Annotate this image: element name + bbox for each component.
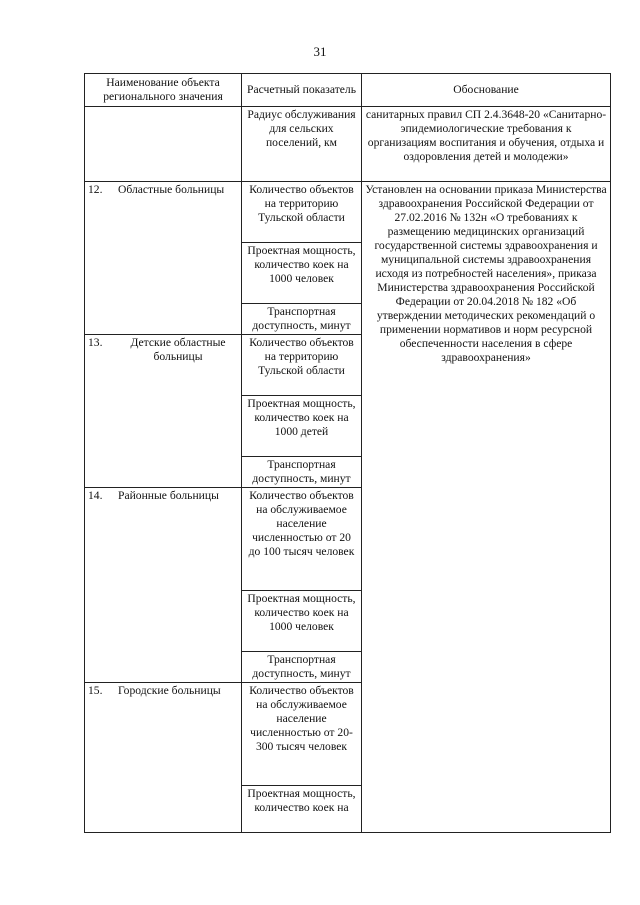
indicator-cell: Количество объектов на обслуживаемое население численностью от 20-300 тысяч человек [242, 683, 362, 786]
row-number: 15. [88, 684, 103, 697]
page-number: 31 [313, 44, 327, 59]
indicator-cell: Количество объектов на территорию Тульской области [242, 182, 362, 243]
indicator-cell: Транспортная доступность, минут [242, 304, 362, 335]
object-name-cell [85, 182, 242, 335]
indicator-cell: Количество объектов на обслуживаемое население численностью от 20 до 100 тысяч человек [242, 488, 362, 591]
empty-cell [85, 107, 242, 182]
table-row [85, 182, 611, 243]
object-name: Районные больницы [118, 489, 219, 502]
header-name: Наименование объекта регионального значения [85, 74, 242, 107]
object-name: Городские больницы [118, 684, 221, 697]
indicator-cell: Проектная мощность, количество коек на 1000 человек [242, 243, 362, 304]
indicator-cell: Проектная мощность, количество коек на 1000 детей [242, 396, 362, 457]
object-name-cell [85, 335, 242, 488]
indicator-cell: Проектная мощность, количество коек на [242, 786, 362, 833]
object-name: Областные больницы [118, 183, 225, 196]
row-number: 14. [88, 489, 103, 502]
indicator-cell: Радиус обслуживания для сельских поселений, км [242, 107, 362, 182]
indicator-cell: Проектная мощность, количество коек на 1000 человек [242, 591, 362, 652]
indicator-cell: Транспортная доступность, минут [242, 652, 362, 683]
table-header-row [85, 74, 611, 107]
object-name: Детские областные больницы [130, 336, 226, 363]
header-basis: Обоснование [362, 74, 611, 107]
indicator-cell: Транспортная доступность, минут [242, 457, 362, 488]
object-name-cell [85, 683, 242, 833]
objects-table [84, 73, 611, 833]
basis-continuation: санитарных правил СП 2.4.3648-20 «Санитарно-эпидемиологические требования к организациям воспитания и обучения, отдыха и оздоровления детей и молодежи» [362, 107, 611, 182]
object-name-cell [85, 488, 242, 683]
header-indicator: Расчетный показатель [242, 74, 362, 107]
table-row [85, 107, 611, 182]
indicator-cell: Количество объектов на территорию Тульской области [242, 335, 362, 396]
row-number: 13. [88, 336, 103, 349]
row-number: 12. [88, 183, 103, 196]
basis-cell: Установлен на основании приказа Министерства здравоохранения Российской Федерации от 27.02.2016 № 132н «О требованиях к размещению медицинских организаций государственной системы здравоохранения и муниципальной системы здравоохранения исходя из потребностей населения», приказа Министерства здравоохранения Российской Федерации от 20.04.2018 № 182 «Об утверждении методических рекомендаций о применении нормативов и норм ресурсной обеспеченности населения в сфере здравоохранения» [362, 182, 611, 833]
